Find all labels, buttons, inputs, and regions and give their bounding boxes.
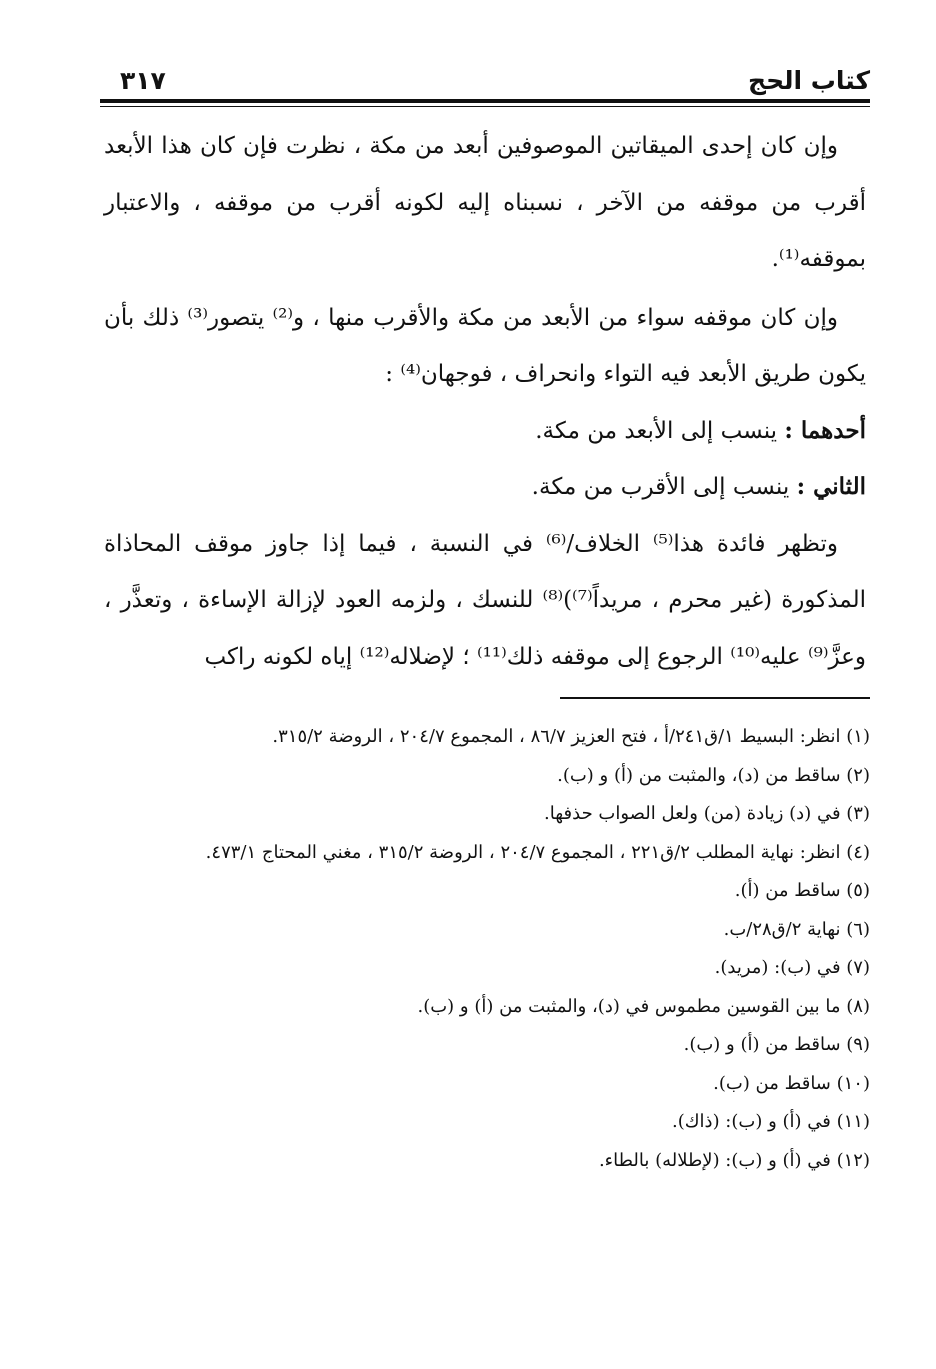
page-number: ٣١٧ (120, 66, 166, 95)
paragraph-1: وإن كان إحدى الميقاتين الموصوفين أبعد من مكة ، نظرت فإن كان هذا الأبعد أقرب من موقفه من الآخر ، نسبناه إليه لكونه أقرب من موقفه ، والاعتبار بموقفه⁽¹⁾. (104, 133, 866, 272)
option-2-lead: الثاني : (796, 473, 866, 500)
header-rule-thick (100, 99, 870, 103)
header-rule-thin (100, 106, 870, 107)
footnote: (٩) ساقط من (أ) و (ب). (683, 1034, 870, 1055)
footnote: (١) انظر: البسيط ١/ق٢٤١/أ ، فتح العزيز ٨٦/٧ ، المجموع ٢٠٤/٧ ، الروضة ٣١٥/٢. (272, 726, 870, 747)
footnote: (٨) ما بين القوسين مطموس في (د)، والمثبت من (أ) و (ب). (417, 995, 870, 1017)
footnote: (٦) نهاية ٢/ق٢٨/ب. (723, 918, 870, 940)
option-2 (104, 459, 866, 516)
footnote: (١٠) ساقط من (ب). (713, 1072, 870, 1094)
option-1-text: ينسب إلى الأبعد من مكة. (535, 417, 785, 444)
footnote: (٣) في (د) زيادة (من) ولعل الصواب حذفها. (544, 803, 870, 824)
option-1 (104, 403, 866, 460)
footnote: (٤) انظر: نهاية المطلب ٢/ق٢٢١ ، المجموع ٢٠٤/٧ ، الروضة ٣١٥/٢ ، مغني المحتاج ٤٧٣/١. (205, 841, 870, 863)
footnote: (٥) ساقط من (أ). (734, 880, 870, 901)
footnote: (٧) في (ب): (مريد). (714, 957, 870, 978)
main-text (104, 118, 866, 685)
footnote-separator (560, 697, 870, 699)
paragraph-2: وإن كان موقفه سواء من الأبعد من مكة والأقرب منها ، و⁽²⁾ يتصور⁽³⁾ ذلك بأن يكون طريق الأبعد فيه التواء وانحراف ، فوجهان⁽⁴⁾ : (104, 304, 866, 387)
option-1-lead: أحدهما : (784, 416, 866, 444)
footnote: (١١) في (أ) و (ب): (ذاك). (671, 1111, 870, 1132)
footnote: (٢) ساقط من (د)، والمثبت من (أ) و (ب). (557, 764, 870, 786)
paragraph-3: وتظهر فائدة هذا⁽⁵⁾ الخلاف/⁽⁶⁾ في النسبة ، فيما إذا جاوز موقف المحاذاة المذكورة (غير محرم ، مريداً⁽⁷⁾)⁽⁸⁾ للنسك ، ولزمه العود لإزالة الإساءة ، وتعذَّر ، وعزَّ⁽⁹⁾ عليه⁽¹⁰⁾ الرجوع إلى موقفه ذلك⁽¹¹⁾ ؛ لإضلاله⁽¹²⁾ إياه لكونه راكب (104, 530, 866, 670)
option-2-text: ينسب إلى الأقرب من مكة. (531, 474, 797, 500)
page-header (100, 66, 870, 96)
footnote: (١٢) في (أ) و (ب): (لإطلاله) بالطاء. (598, 1149, 870, 1171)
footnotes (120, 718, 870, 1180)
running-title: كتاب الحج (748, 66, 870, 95)
